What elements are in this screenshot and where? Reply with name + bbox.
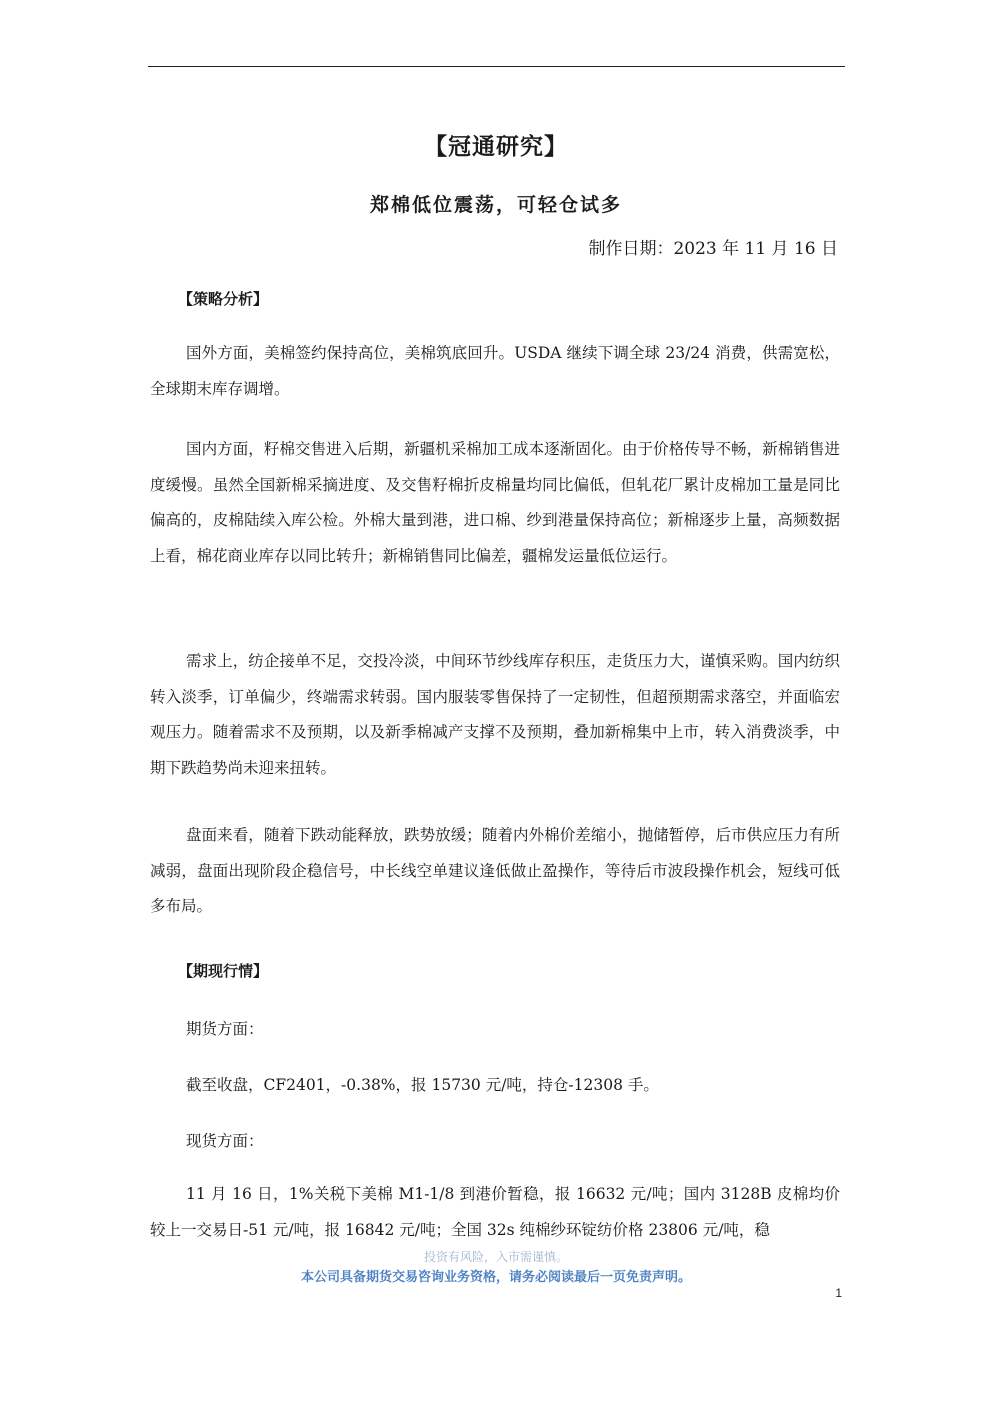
futures-quote: 截至收盘，CF2401，-0.38%，报 15730 元/吨，持仓-12308 手。 [186, 1076, 659, 1094]
footer-risk-warning: 投资有风险，入市需谨慎。 [423, 1250, 568, 1264]
section-heading-strategy: 【策略分析】 [178, 290, 269, 308]
brand-heading: 【冠通研究】 [424, 134, 568, 160]
paragraph-domestic: 国内方面，籽棉交售进入后期，新疆机采棉加工成本逐渐固化。由于价格传导不畅，新棉销售进度缓慢。虽然全国新棉采摘进度、及交售籽棉折皮棉量均同比偏低，但轧花厂累计皮棉加工量是同比偏高的，皮棉陆续入库公检。外棉大量到港，进口棉、纱到港量保持高位；新棉逐步上量，高频数据上看，棉花商业库存以同比转升；新棉销售同比偏差，疆棉发运量低位运行。 [150, 440, 840, 565]
report-date: 制作日期：2023 年 11 月 16 日 [588, 239, 838, 259]
spot-quote: 11 月 16 日，1%关税下美棉 M1-1/8 到港价暂稳，报 16632 元/吨；国内 3128B 皮棉均价较上一交易日-51 元/吨，报 16842 元/吨；全国 32s 纯棉纱环锭纺价格 23806 元/吨，稳 [150, 1185, 840, 1239]
futures-label: 期货方面： [186, 1020, 264, 1038]
paragraph-overseas: 国外方面，美棉签约保持高位，美棉筑底回升。USDA 继续下调全球 23/24 消费，供需宽松，全球期末库存调增。 [150, 344, 840, 398]
footer-disclaimer-notice: 本公司具备期货交易咨询业务资格，请务必阅读最后一页免责声明。 [300, 1270, 691, 1285]
report-title: 郑棉低位震荡，可轻仓试多 [369, 194, 622, 216]
paragraph-demand: 需求上，纺企接单不足，交投冷淡，中间环节纱线库存积压，走货压力大，谨慎采购。国内纺织转入淡季，订单偏少，终端需求转弱。国内服装零售保持了一定韧性，但超预期需求落空，并面临宏观压力。随着需求不及预期，以及新季棉减产支撑不及预期，叠加新棉集中上市，转入消费淡季，中期下跌趋势尚未迎来扭转。 [150, 652, 840, 777]
page-number: 1 [835, 1286, 842, 1300]
header-rule [148, 66, 845, 67]
spot-label: 现货方面： [186, 1132, 264, 1150]
section-heading-market: 【期现行情】 [178, 962, 269, 980]
paragraph-market-view: 盘面来看，随着下跌动能释放，跌势放缓；随着内外棉价差缩小，抛储暂停，后市供应压力有所减弱，盘面出现阶段企稳信号，中长线空单建议逢低做止盈操作，等待后市波段操作机会，短线可低多布局。 [150, 826, 840, 915]
